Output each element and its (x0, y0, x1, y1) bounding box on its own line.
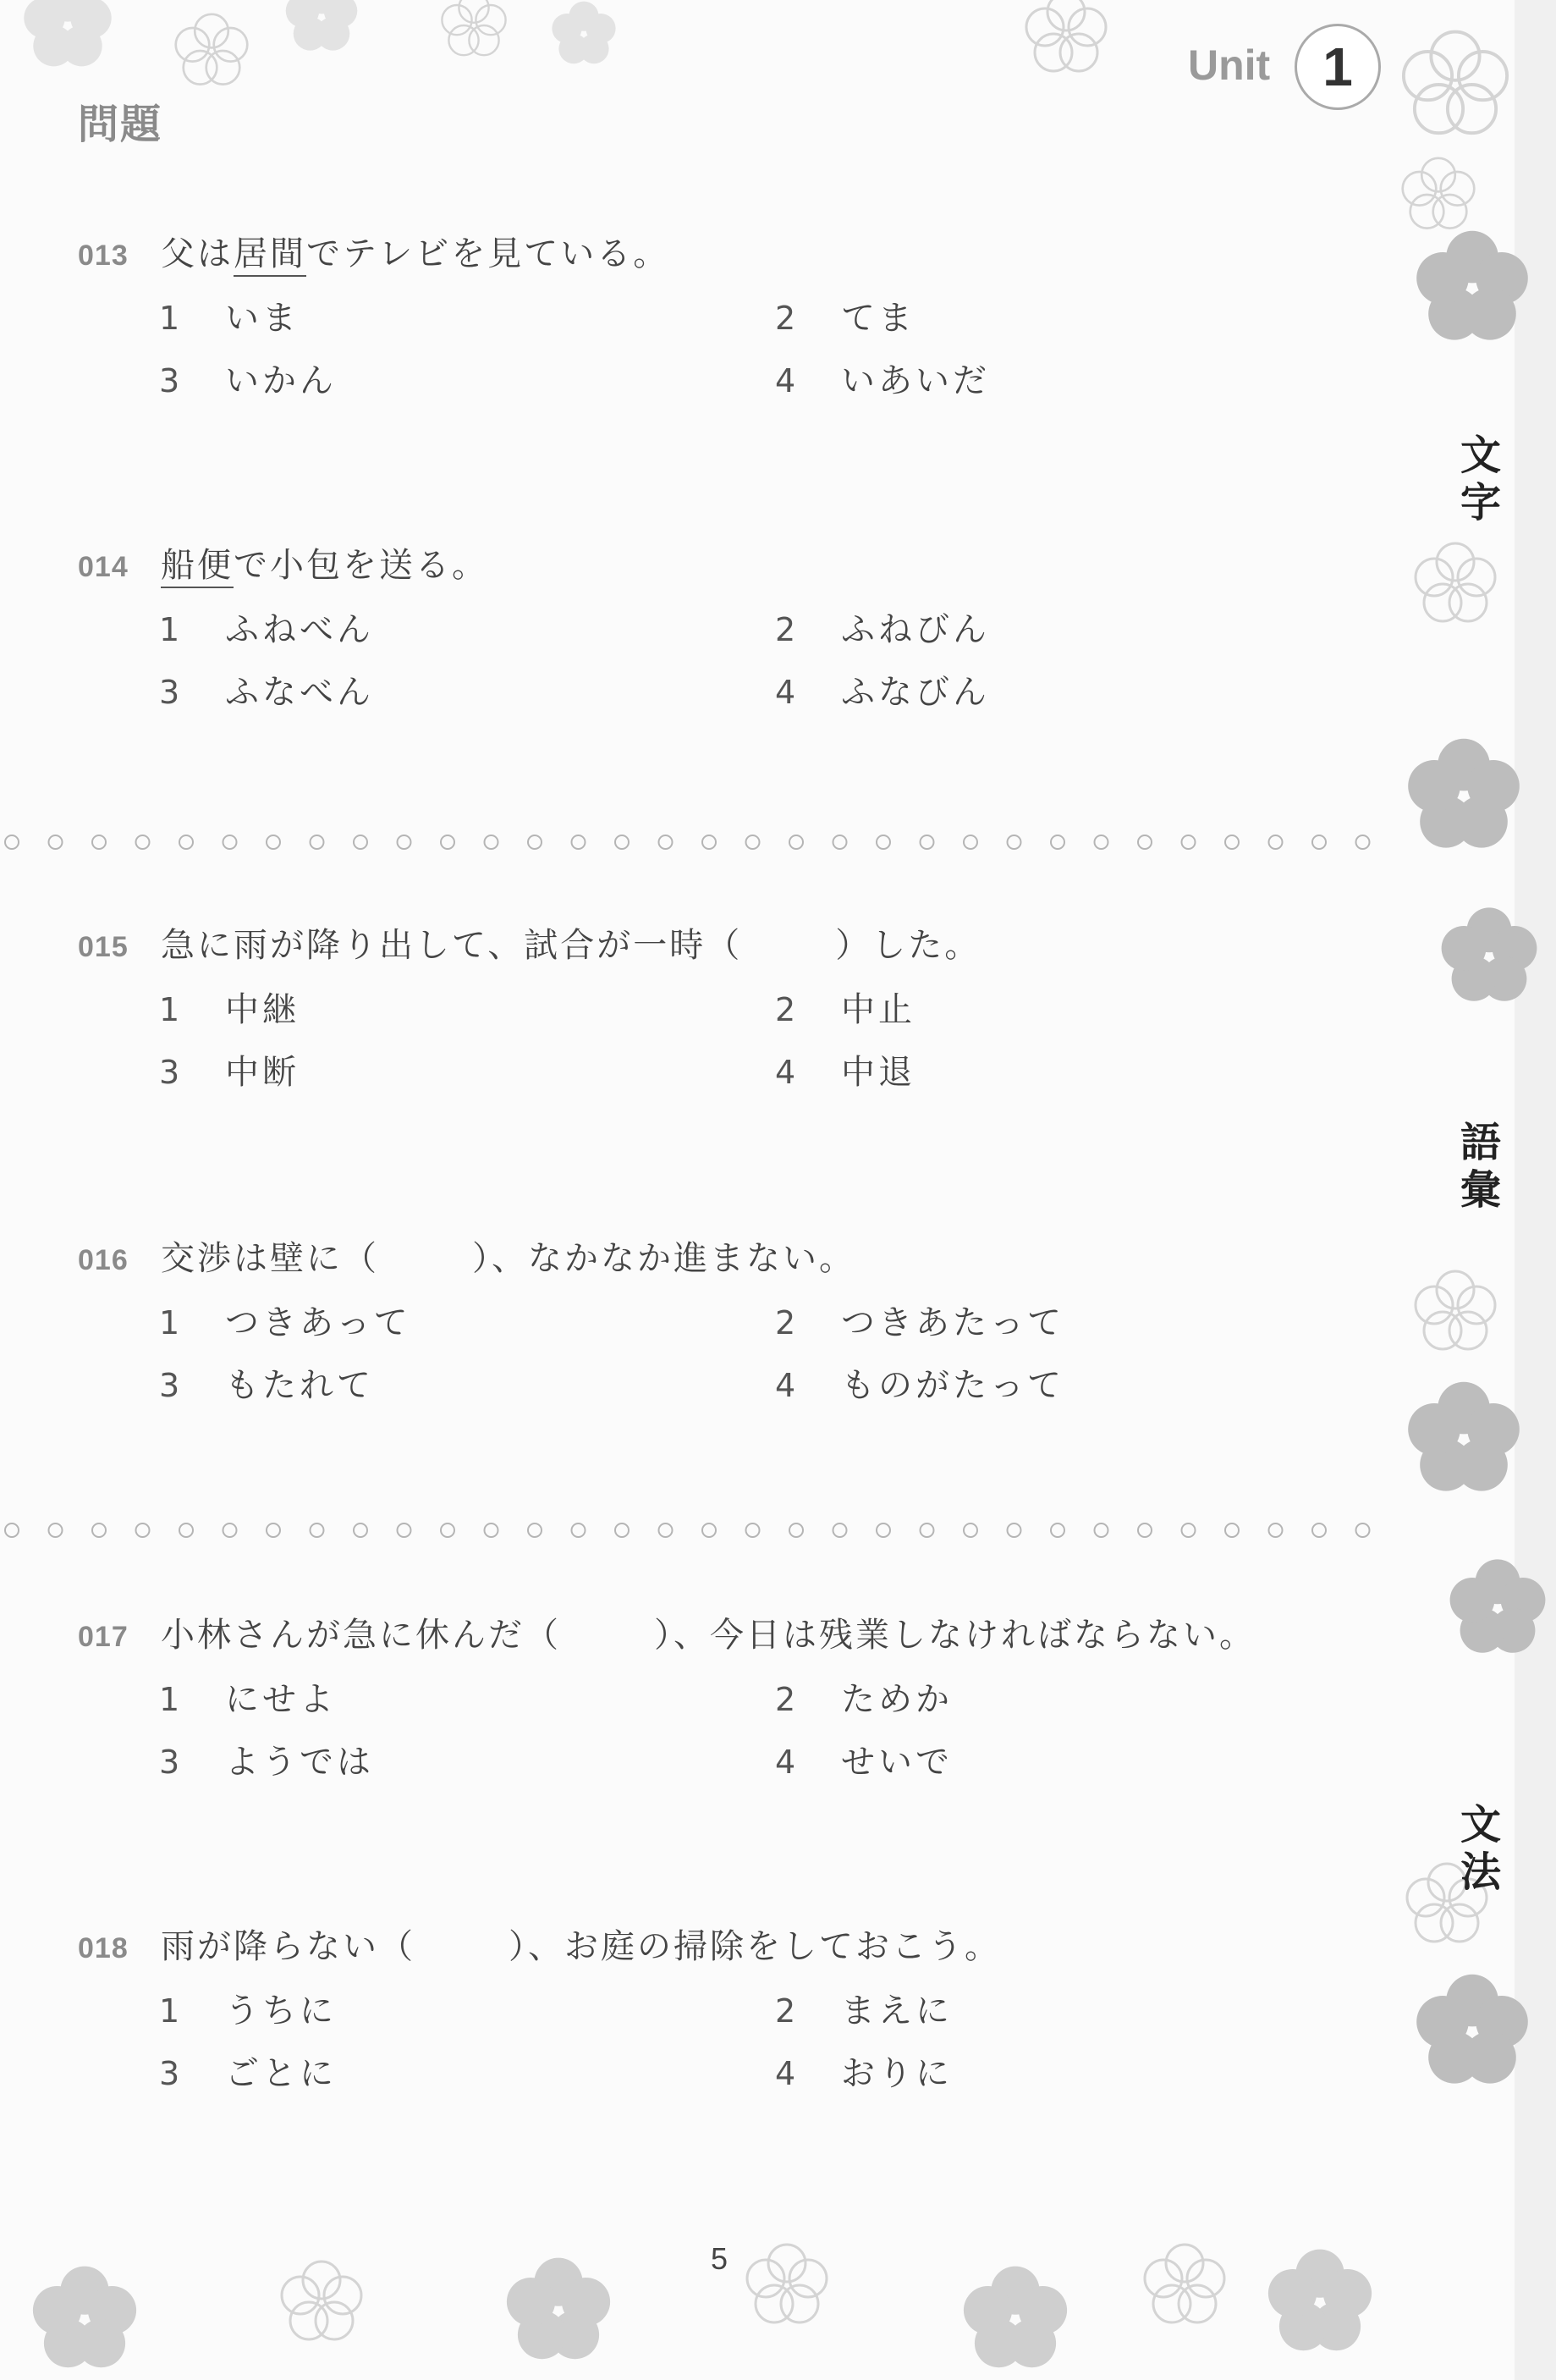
underlined-word: 居間 (234, 234, 306, 277)
section-tab-label: 文法 (1460, 1801, 1501, 1896)
section-tab-label: 文字 (1460, 432, 1501, 526)
option-1[interactable]: 1 いま (159, 299, 300, 338)
question-text: 雨が降らない（ ）、お庭の掃除をしておこう。 (161, 1927, 1001, 1966)
option-1[interactable]: 1 中継 (159, 990, 300, 1029)
section-tab-vocabulary-kanji[interactable] (1455, 432, 1506, 526)
section-tab-grammar[interactable] (1455, 1801, 1506, 1896)
question-014 (78, 538, 1398, 728)
unit-label: Unit (1188, 41, 1271, 89)
option-4[interactable]: 4 せいで (775, 1743, 953, 1782)
question-017 (78, 1608, 1398, 1798)
flower-decoration-bottom (33, 2250, 1372, 2368)
question-015 (78, 918, 1398, 1108)
question-number: 013 (78, 240, 129, 272)
unit-number-badge: 1 (1295, 24, 1381, 110)
option-4[interactable]: 4 ふなびん (775, 673, 990, 712)
question-text: 小林さんが急に休んだ（ ）、今日は残業しなければならない。 (161, 1616, 1256, 1655)
section-tab-vocabulary[interactable] (1455, 1119, 1506, 1214)
option-2[interactable]: 2 ためか (775, 1680, 953, 1719)
option-2[interactable]: 2 まえに (775, 1992, 953, 2030)
flower-decoration-top (24, 0, 615, 66)
option-2[interactable]: 2 中止 (775, 990, 915, 1029)
option-1[interactable]: 1 にせよ (159, 1680, 337, 1719)
option-1[interactable]: 1 つきあって (159, 1303, 411, 1342)
section-tab-label: 語彙 (1460, 1119, 1501, 1214)
option-4[interactable]: 4 中退 (775, 1053, 915, 1092)
option-3[interactable]: 3 もたれて (159, 1366, 374, 1405)
question-text: 急に雨が降り出して、試合が一時（ ）した。 (161, 926, 981, 965)
question-013 (78, 227, 1398, 416)
question-number: 018 (78, 1932, 129, 1964)
option-1[interactable]: 1 ふねべん (159, 610, 374, 649)
option-3[interactable]: 3 中断 (159, 1053, 300, 1092)
question-number: 017 (78, 1621, 129, 1653)
page-number: 5 (711, 2241, 729, 2276)
option-3[interactable]: 3 いかん (159, 361, 337, 400)
question-text: 交渉は壁に（ ）、なかなか進まない。 (161, 1239, 855, 1278)
underlined-word: 船便 (161, 546, 234, 588)
question-016 (78, 1231, 1398, 1421)
option-1[interactable]: 1 うちに (159, 1992, 337, 2030)
question-number: 016 (78, 1244, 129, 1276)
option-2[interactable]: 2 つきあたって (775, 1303, 1064, 1342)
option-2[interactable]: 2 ふねびん (775, 610, 990, 649)
option-2[interactable]: 2 てま (775, 299, 915, 338)
option-3[interactable]: 3 ふなべん (159, 673, 374, 712)
option-4[interactable]: 4 おりに (775, 2054, 953, 2093)
dotted-separator (5, 1523, 1370, 1537)
option-3[interactable]: 3 ごとに (159, 2054, 337, 2093)
question-text: 父は居間でテレビを見ている。 (161, 227, 669, 275)
dotted-separator (5, 835, 1370, 849)
question-number: 015 (78, 931, 129, 963)
option-4[interactable]: 4 ものがたって (775, 1366, 1064, 1405)
option-3[interactable]: 3 ようでは (159, 1743, 374, 1782)
option-4[interactable]: 4 いあいだ (775, 361, 990, 400)
question-018 (78, 1920, 1398, 2109)
question-text: 船便で小包を送る。 (161, 538, 488, 587)
question-number: 014 (78, 551, 129, 583)
page-title: 問題 (78, 101, 163, 148)
